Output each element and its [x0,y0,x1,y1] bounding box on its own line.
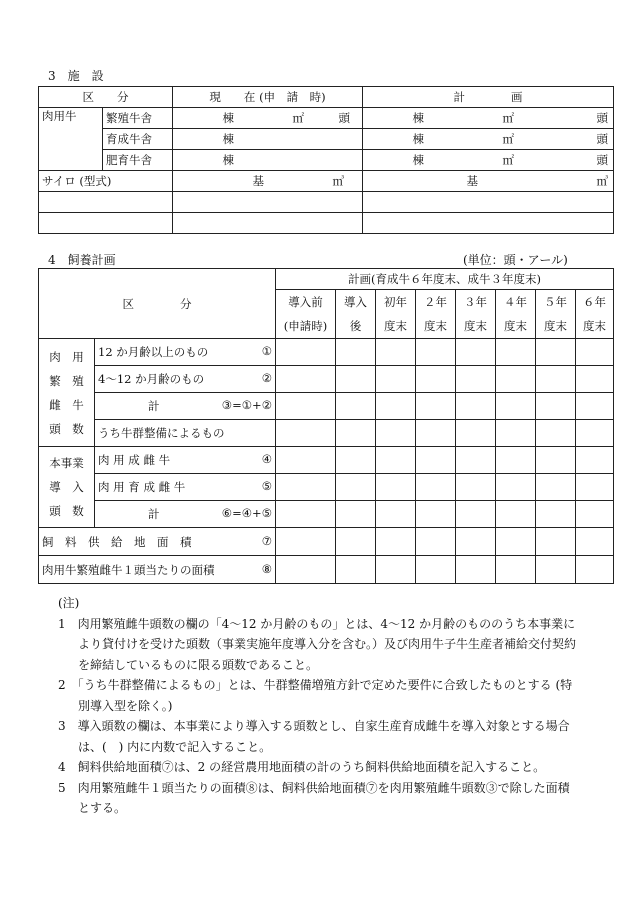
col-year2: ２年 度末 [416,290,456,339]
header-kubun: 区 分 [39,87,173,108]
note-4: 4 飼料供給地面積⑦は、2 の経営農用地面積の計のうち飼料供給地面積を記入すること。 [58,760,546,774]
row-label: 肉 用 成 雌 牛 ④ [95,447,276,474]
col-after: 導入 後 [336,290,376,339]
current-cell: 棟 ㎡ 頭 [173,108,363,129]
notes-title: (注) [58,596,80,610]
group-beef: 肉用牛 [39,108,103,171]
facilities-table [38,86,614,234]
plan-cell: 棟 ㎡ 頭 [363,150,614,171]
row-label: 12 か月齢以上のもの ① [95,339,276,366]
group-introduced: 本事業 導 入 頭 数 [39,447,95,528]
col-year5: ５年 度末 [536,290,576,339]
group-breeding-cows: 肉 用 繁 殖 雌 牛 頭 数 [39,339,95,447]
row-label: 育成牛舎 [103,129,173,150]
area-per-cow-label: 肉用牛繁殖雌牛１頭当たりの面積 ⑧ [39,556,276,584]
header-plan: 計 画 [363,87,614,108]
silo-plan: 基 ㎥ [363,171,614,192]
col-year3: ３年 度末 [456,290,496,339]
row-label: 計 ⑥=④+⑤ [95,501,276,528]
note-1: 1 肉用繁殖雌牛頭数の欄の「4〜12 か月齢のもの」とは、4〜12 か月齢のもののうち本事業により貸付けを受けた頭数（事業実施年度導入分を含む。）及び肉用牛子牛生産者補給交付契約を締結しているものに限る頭数であること。 [58,616,577,672]
row-label: 4〜12 か月齢のもの ② [95,366,276,393]
row-label: 繁殖牛舎 [103,108,173,129]
row-label: うち牛群整備によるもの [95,420,276,447]
section4-title: 4 飼養計画 [48,253,116,267]
current-cell: 棟 [173,150,363,171]
note-3: 3 導入頭数の欄は、本事業により導入する頭数とし、自家生産育成雌牛を導入対象とする場合は、( ) 内に内数で記入すること。 [58,719,570,754]
section3-title: 3 施 設 [48,69,104,83]
col-year1: 初年 度末 [376,290,416,339]
col-year4: ４年 度末 [496,290,536,339]
feed-area-label: 飼 料 供 給 地 面 積 ⑦ [39,528,276,556]
plan-cell: 棟 ㎡ 頭 [363,108,614,129]
header-current: 現 在 (申 請 時) [173,87,363,108]
plan-cell: 棟 ㎡ 頭 [363,129,614,150]
feeding-plan-table [38,268,614,584]
row-label: 肥育牛舎 [103,150,173,171]
col-before: 導入前 (申請時) [276,290,336,339]
row-label: 計 ③=①+② [95,393,276,420]
silo-label: サイロ (型式) [39,171,173,192]
unit-label: (単位：頭・アール) [463,253,568,267]
row-label: 肉 用 育 成 雌 牛 ⑤ [95,474,276,501]
note-5: 5 肉用繁殖雌牛１頭当たりの面積⑧は、飼料供給地面積⑦を肉用繁殖雌牛頭数③で除した面積とする。 [58,780,570,815]
header-kubun: 区 分 [39,269,276,339]
silo-current: 基 ㎥ [173,171,363,192]
note-2: 2 「うち牛群整備によるもの」とは、牛群整備増殖方針で定めた要件に合致したものとする (特別導入型を除く。) [58,678,573,713]
plan-header: 計画(育成牛６年度末、成牛３年度末) [276,269,614,290]
notes [58,593,578,819]
col-year6: ６年 度末 [576,290,614,339]
current-cell: 棟 [173,129,363,150]
